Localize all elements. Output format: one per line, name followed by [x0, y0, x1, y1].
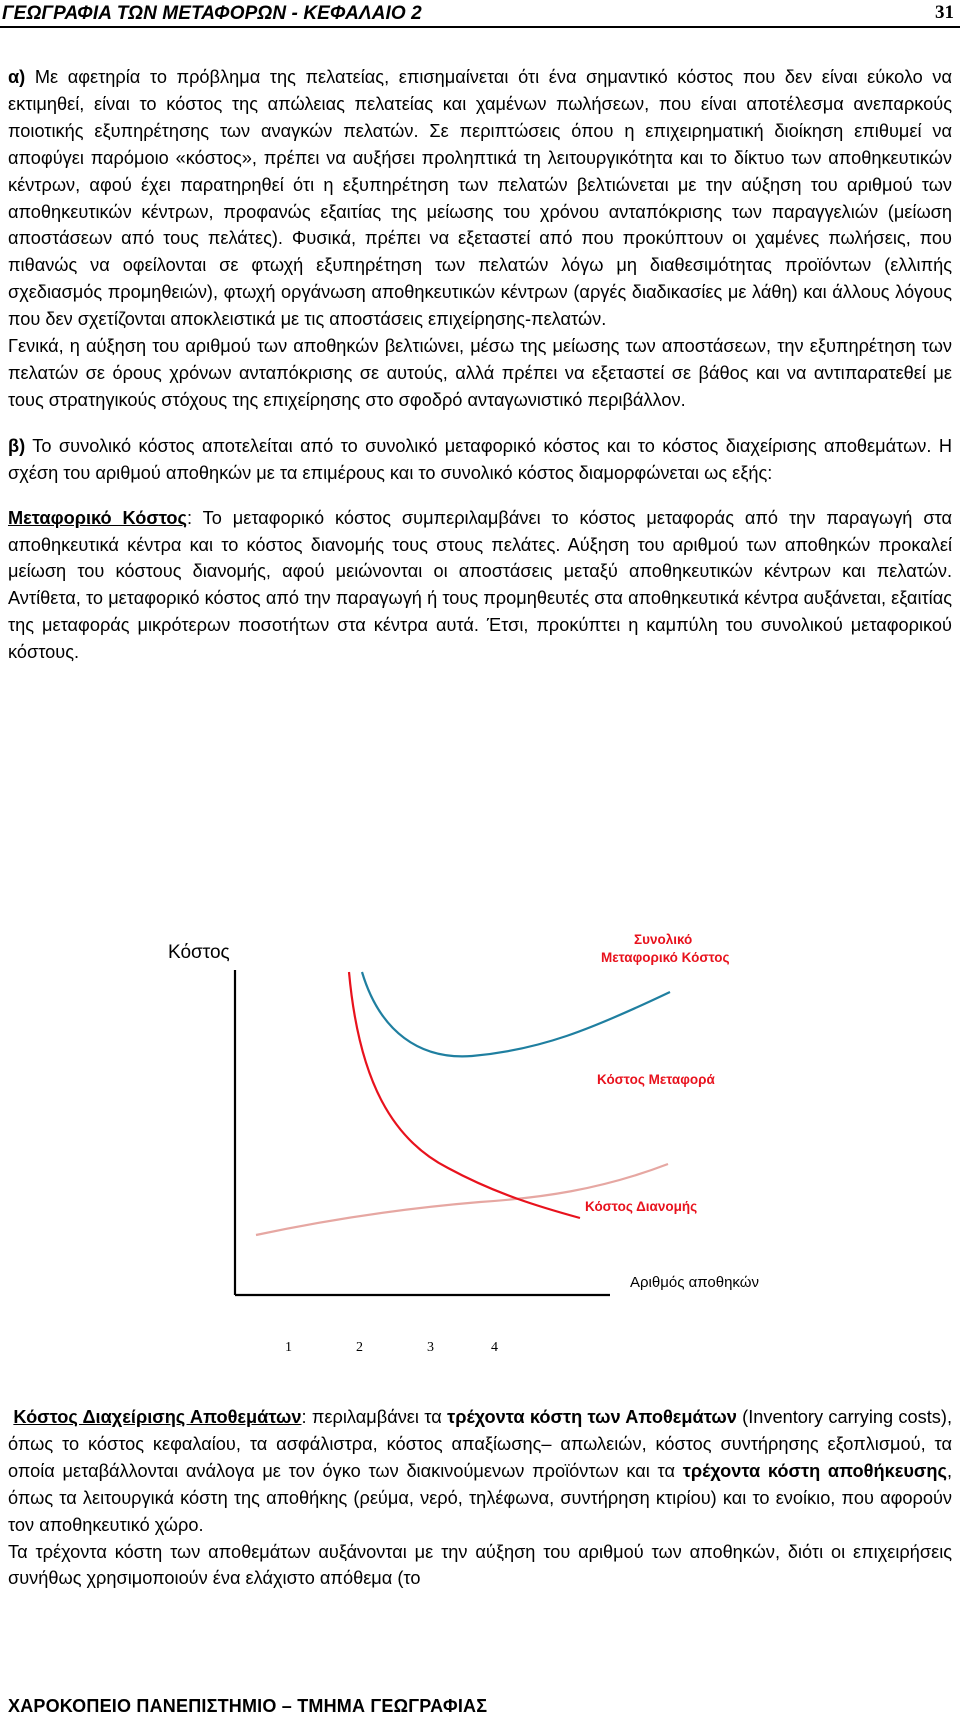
transport-colon: : — [187, 507, 193, 528]
inventory-t1: περιλαμβάνει τα — [306, 1407, 448, 1427]
cost-chart-svg — [150, 932, 850, 1382]
y-axis-label: Κόστος — [168, 942, 230, 963]
section-a-label: α) — [8, 67, 26, 87]
paragraph-inventory — [8, 1404, 952, 1539]
cost-chart — [150, 932, 850, 1382]
header-title: ΓΕΩΓΡΑΦΙΑ ΤΩΝ ΜΕΤΑΦΟΡΩΝ - ΚΕΦΑΛΑΙΟ 2 — [2, 3, 422, 24]
paragraph-a1 — [8, 64, 952, 333]
paragraph-inventory-2: Τα τρέχοντα κόστη των αποθεμάτων αυξάνονται με την αύξηση του αριθμού των αποθηκών, διότι οι επιχειρήσεις συνήθως χρησιμοποιούν ένα ελάχιστο απόθεμα (το — [8, 1541, 952, 1589]
x-axis-label: Αριθμός αποθηκών — [630, 1274, 759, 1291]
page-footer: ΧΑΡΟΚΟΠΕΙΟ ΠΑΝΕΠΙΣΤΗΜΙΟ – ΤΜΗΜΑ ΓΕΩΓΡΑΦΙΑΣ — [8, 1696, 488, 1716]
paragraph-b1 — [8, 433, 952, 487]
label-total-title-2: Μεταφορικό Κόστος — [601, 950, 730, 965]
series-total-line — [362, 972, 670, 1056]
upper-text-block — [8, 64, 952, 666]
section-b-label: β) — [8, 435, 26, 456]
paragraph-transport — [8, 505, 952, 666]
inventory-t2: (Inventory carrying costs), όπως το κόστος κεφαλαίου, τα ασφάλιστρα, κόστος απαξίωσης– απωλειών, κόστος συντήρησης εξοπλισμού, τα οποία μεταβάλλονται ανάλογα με τον όγκο των διακινούμενων προϊόντων και τα — [8, 1407, 952, 1481]
inventory-colon: : — [301, 1407, 307, 1427]
page-number: 31 — [935, 2, 954, 23]
inventory-b1: τρέχοντα κόστη των Αποθεμάτων — [447, 1407, 737, 1427]
transport-text: Το μεταφορικό κόστος συμπεριλαμβάνει το κόστος μεταφοράς από την παραγωγή στα αποθηκευτικά κέντρα και το κόστος διανομής τους στους πελάτες. Αύξηση του αριθμού των αποθηκών προκαλεί μείωση του κόστους διανομής, αφού μειώνονται οι αποστάσεις μεταξύ αποθηκευτικών κέντρων και πελατών. Αντίθετα, το μεταφορικό κόστος από την παραγωγή ή τους προμηθευτές στα αποθηκευτικά κέντρα αυξάνεται, εξαιτίας της μεταφοράς μικρότερων ποσοτήτων στα κέντρα αυτά. Έτσι, προκύπτει η καμπύλη του συνολικού μεταφορικού κόστους. — [8, 507, 952, 663]
lower-text-block — [8, 1404, 952, 1592]
inventory-b2: τρέχοντα κόστη αποθήκευσης — [682, 1460, 947, 1481]
inventory-t3: , όπως τα λειτουργικά κόστη της αποθήκης (ρεύμα, νερό, τηλέφωνα, συντήρηση κτιρίου) και το ενοίκιο, που αφορούν τον αποθηκευτικό χώρο. — [8, 1460, 953, 1535]
page-header — [0, 0, 960, 28]
paragraph-a2: Γενικά, η αύξηση του αριθμού των αποθηκών βελτιώνει, μέσω της μείωσης των αποστάσεων, την εξυπηρέτηση των πελατών σε όρους χρόνων ανταπόκρισης σε αυτούς, αλλά πρέπει να εξεταστεί σε βάθος και να αντιπαρατεθεί με τους στρατηγικούς στόχους της επιχείρησης στο σφοδρό ανταγωνιστικό περιβάλλον. — [8, 336, 952, 410]
x-tick-3: 3 — [427, 1340, 434, 1355]
label-distribution: Κόστος Διανομής — [585, 1199, 698, 1214]
paragraph-b1-text: Το συνολικό κόστος αποτελείται από το συνολικό μεταφορικό κόστος και το κόστος διαχείρισης αποθεμάτων. Η σχέση του αριθμού αποθηκών με τα επιμέρους και το συνολικό κόστος διαμορφώνεται ως εξής: — [8, 435, 952, 483]
x-tick-2: 2 — [356, 1340, 363, 1355]
label-total-title-1: Συνολικό — [634, 932, 693, 947]
x-tick-4: 4 — [491, 1340, 498, 1355]
inventory-term: Κόστος Διαχείρισης Αποθεμάτων — [13, 1407, 302, 1427]
label-transport: Κόστος Μεταφορά — [597, 1072, 715, 1087]
x-tick-1: 1 — [285, 1340, 292, 1355]
transport-term: Μεταφορικό Κόστος — [8, 507, 187, 528]
paragraph-a1-text: Με αφετηρία το πρόβλημα της πελατείας, επισημαίνεται ότι ένα σημαντικό κόστος που δεν είναι εύκολο να εκτιμηθεί, είναι το κόστος της απώλειας πελατείας και χαμένων πωλήσεων, που είναι αποτέλεσμα ανεπαρκούς ποιοτικής εξυπηρέτησης των αναγκών πελατών. Σε περιπτώσεις όπου η επιχειρηματική διοίκηση επιθυμεί να αποφύγει παρόμοιο «κόστος», πρέπει να αυξήσει προληπτικά τη λειτουργικότητα και το δίκτυο των αποθηκευτικών κέντρων, αφού έχει παρατηρηθεί ότι η εξυπηρέτηση των πελατών βελτιώνεται με την αύξηση του αριθμού των αποθηκευτικών κέντρων, προφανώς εξαιτίας της μείωσης του χρόνου ανταπόκρισης των παραγγελιών (μείωση αποστάσεων από τους πελάτες). Φυσικά, πρέπει να εξεταστεί από που προκύπτουν οι χαμένες πωλήσεις, που πιθανώς να οφείλονται σε φτωχή εξυπηρέτηση των πελατών λόγω μη διαθεσιμότητας προϊόντων (ελλιπής σχεδιασμός προμηθειών), φτωχή οργάνωση αποθηκευτικών κέντρων (αργές διαδικασίες με λάθη) και άλλους λόγους που δεν σχετίζονται αποκλειστικά με τις αποστάσεις επιχείρησης-πελατών. — [8, 67, 952, 330]
series-transport-line — [349, 972, 580, 1218]
